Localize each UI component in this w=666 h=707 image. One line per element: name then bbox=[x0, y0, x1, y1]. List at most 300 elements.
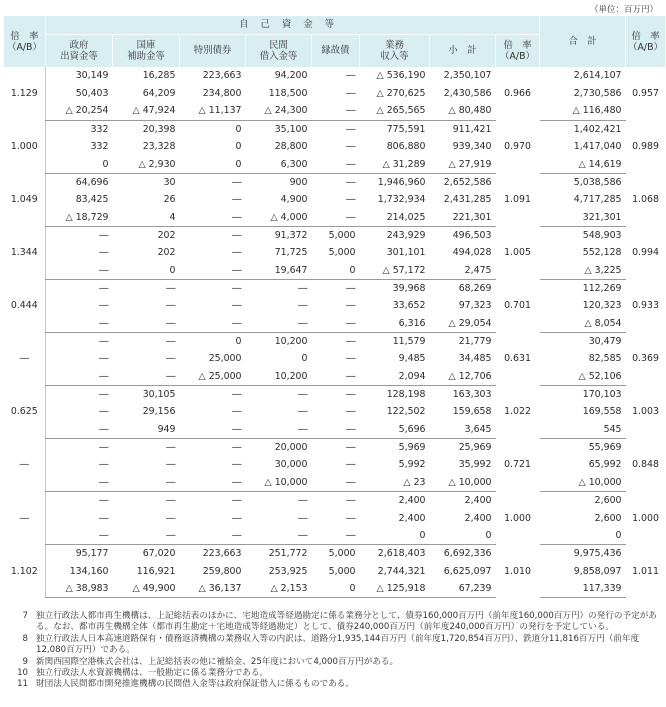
footnote-number: 7 bbox=[22, 611, 28, 621]
table-row bbox=[4, 120, 666, 138]
value-cell: 163,303 bbox=[452, 388, 492, 400]
value-cell: 5,000 bbox=[328, 565, 356, 577]
ratio-ab-cell: 1.102 bbox=[10, 565, 38, 577]
value-cell: 0 bbox=[312, 580, 360, 598]
header-national-subsidy-line: 国庫 bbox=[136, 39, 156, 51]
ratio-ab-cell: 1.000 bbox=[504, 512, 531, 524]
table-row bbox=[4, 315, 666, 333]
ratio-ab-cell: 0.966 bbox=[504, 88, 531, 100]
value-cell: ― bbox=[46, 403, 113, 421]
value-cell: 0 bbox=[235, 335, 242, 347]
value-cell: ― bbox=[232, 194, 242, 206]
value-cell: 806,880 bbox=[386, 141, 426, 153]
value-cell: 2,350,107 bbox=[443, 70, 492, 82]
value-cell: ― bbox=[232, 495, 242, 507]
value-cell: 30 bbox=[163, 176, 176, 188]
value-cell: ― bbox=[180, 262, 246, 280]
table-row bbox=[4, 403, 666, 421]
value-cell: 6,692,336 bbox=[443, 548, 492, 560]
ratio-ab-cell: 0.721 bbox=[504, 459, 531, 471]
value-cell: 4,900 bbox=[280, 194, 308, 206]
value-cell: △ 265,565 bbox=[360, 102, 430, 120]
value-cell: 496,503 bbox=[452, 229, 492, 241]
value-cell: ― bbox=[46, 315, 113, 333]
table-row bbox=[4, 385, 666, 403]
value-cell: 223,663 bbox=[202, 70, 242, 82]
value-cell: 64,696 bbox=[46, 173, 113, 191]
value-cell: 2,400 bbox=[464, 512, 492, 524]
value-cell: 10,200 bbox=[246, 368, 312, 386]
value-cell: ― bbox=[298, 388, 308, 400]
value-cell: △ 47,924 bbox=[113, 102, 180, 120]
table-row bbox=[4, 262, 666, 280]
value-cell: 34,485 bbox=[458, 353, 492, 365]
value-cell: ― bbox=[312, 527, 360, 545]
value-cell: ― bbox=[298, 406, 308, 418]
value-cell: △ 125,918 bbox=[360, 580, 430, 598]
header-ratio-2-line: 倍 率 bbox=[503, 39, 532, 51]
table-row bbox=[4, 562, 666, 580]
value-cell: 128,198 bbox=[386, 388, 426, 400]
value-cell: 1,732,934 bbox=[377, 194, 426, 206]
header-subtotal-line: 小 計 bbox=[448, 45, 477, 57]
value-cell: ― bbox=[298, 282, 308, 294]
value-cell: ― bbox=[346, 335, 356, 347]
value-cell: 6,625,097 bbox=[443, 565, 492, 577]
value-cell: ― bbox=[46, 456, 113, 474]
table-row bbox=[4, 67, 666, 85]
value-cell: 35,100 bbox=[274, 123, 308, 135]
header-ratio-2-line: （A/B） bbox=[500, 50, 535, 62]
total-cell: 2,600 bbox=[594, 495, 622, 507]
total-cell: △ 10,000 bbox=[540, 474, 626, 492]
value-cell: 19,647 bbox=[246, 262, 312, 280]
value-cell: 1,946,960 bbox=[377, 176, 426, 188]
header-special-bonds-line: 特別債券 bbox=[193, 45, 232, 57]
ratio-ab-cell: 0.848 bbox=[632, 459, 659, 471]
value-cell: ― bbox=[312, 315, 360, 333]
total-cell: 2,600 bbox=[594, 512, 622, 524]
value-cell: 67,239 bbox=[430, 580, 496, 598]
value-cell: ― bbox=[346, 388, 356, 400]
value-cell: ― bbox=[46, 492, 113, 510]
footnote bbox=[22, 656, 660, 668]
value-cell: 2,618,403 bbox=[377, 548, 426, 560]
footnote-text: 独立行政法人水資源機構は、一般勘定に係る業務分である。 bbox=[36, 668, 269, 679]
value-cell: △ 18,729 bbox=[46, 209, 113, 227]
table-row bbox=[4, 421, 666, 439]
ratio-ab-cell: 1.344 bbox=[10, 247, 38, 259]
header-business-income-line: 業務 bbox=[385, 39, 404, 51]
value-cell: ― bbox=[46, 527, 113, 545]
value-cell: 214,025 bbox=[360, 209, 430, 227]
total-cell: 1,402,421 bbox=[573, 123, 622, 135]
value-cell: 775,591 bbox=[386, 123, 426, 135]
value-cell: ― bbox=[346, 141, 356, 153]
value-cell: ― bbox=[246, 527, 312, 545]
total-cell: 552,128 bbox=[582, 247, 622, 259]
value-cell: ― bbox=[166, 300, 176, 312]
total-cell: 9,975,436 bbox=[573, 548, 622, 560]
value-cell: 911,421 bbox=[452, 123, 492, 135]
header-private-loans-line: 民間 bbox=[269, 39, 288, 51]
total-cell: 120,323 bbox=[582, 300, 622, 312]
value-cell: ― bbox=[232, 300, 242, 312]
total-cell: △ 8,054 bbox=[540, 315, 626, 333]
value-cell: ― bbox=[46, 368, 113, 386]
value-cell: 5,696 bbox=[360, 421, 430, 439]
header-private-loans bbox=[246, 34, 312, 67]
value-cell: 3,645 bbox=[430, 421, 496, 439]
value-cell: 97,323 bbox=[458, 300, 492, 312]
header-group: 自己資金等 bbox=[46, 16, 540, 34]
value-cell: 16,285 bbox=[142, 70, 176, 82]
header-business-income-line: 収入等 bbox=[380, 50, 409, 62]
value-cell: 116,921 bbox=[136, 565, 176, 577]
value-cell: 5,000 bbox=[328, 247, 356, 259]
value-cell: 202 bbox=[157, 229, 176, 241]
value-cell: 2,094 bbox=[360, 368, 430, 386]
table-row bbox=[4, 332, 666, 350]
footnote-text: 新関西国際空港株式会社は、上記総括表の他に補給金、25年度において4,000百万円がある。 bbox=[36, 656, 399, 667]
value-cell: ― bbox=[46, 509, 113, 527]
value-cell: △ 20,254 bbox=[46, 102, 113, 120]
value-cell: ― bbox=[346, 459, 356, 471]
ratio-ab-cell: 1.005 bbox=[504, 247, 531, 259]
ratio-ab-cell: 1.091 bbox=[504, 194, 531, 206]
value-cell: 35,992 bbox=[458, 459, 492, 471]
value-cell: 0 bbox=[180, 155, 246, 173]
value-cell: ― bbox=[180, 527, 246, 545]
value-cell: ― bbox=[46, 438, 113, 456]
value-cell: 20,000 bbox=[274, 442, 308, 454]
value-cell: ― bbox=[166, 282, 176, 294]
header-business-income bbox=[360, 34, 430, 67]
value-cell: 253,925 bbox=[268, 565, 308, 577]
value-cell: ― bbox=[298, 300, 308, 312]
header-special-bonds bbox=[180, 34, 246, 67]
value-cell: 4 bbox=[113, 209, 180, 227]
table-row bbox=[4, 138, 666, 156]
ratio-ab-cell: ― bbox=[19, 459, 29, 471]
header-gov-investment bbox=[46, 34, 113, 67]
footnote-number: 10 bbox=[17, 668, 28, 679]
value-cell: ― bbox=[312, 474, 360, 492]
total-cell: 2,730,586 bbox=[573, 88, 622, 100]
value-cell: 949 bbox=[113, 421, 180, 439]
value-cell: ― bbox=[180, 474, 246, 492]
total-cell: 1,417,040 bbox=[573, 141, 622, 153]
value-cell: 94,200 bbox=[274, 70, 308, 82]
value-cell: ― bbox=[166, 335, 176, 347]
total-cell: 5,038,586 bbox=[573, 176, 622, 188]
header-ratio-3-line: 倍 率 bbox=[631, 30, 660, 42]
value-cell: ― bbox=[46, 279, 113, 297]
value-cell: ― bbox=[232, 388, 242, 400]
value-cell: △ 4,000 bbox=[246, 209, 312, 227]
ratio-ab-cell: 0.701 bbox=[504, 300, 531, 312]
table-row bbox=[4, 545, 666, 563]
table-row bbox=[4, 279, 666, 297]
value-cell: 2,400 bbox=[464, 495, 492, 507]
ratio-ab-cell: 1.129 bbox=[10, 88, 38, 100]
value-cell: △ 536,190 bbox=[376, 70, 426, 82]
table-row bbox=[4, 527, 666, 545]
value-cell: 64,209 bbox=[142, 88, 176, 100]
value-cell: ― bbox=[232, 229, 242, 241]
unit-label: （単位：百万円） bbox=[589, 5, 658, 15]
ratio-ab-cell: 0.369 bbox=[632, 353, 659, 365]
value-cell: 33,652 bbox=[392, 300, 426, 312]
value-cell: △ 2,153 bbox=[246, 580, 312, 598]
header-ratio-1 bbox=[4, 16, 46, 67]
value-cell: ― bbox=[46, 385, 113, 403]
value-cell: △ 25,000 bbox=[180, 368, 246, 386]
value-cell: 5,969 bbox=[398, 442, 426, 454]
value-cell: ― bbox=[46, 297, 113, 315]
value-cell: ― bbox=[180, 315, 246, 333]
value-cell: ― bbox=[312, 155, 360, 173]
ratio-ab-cell: 1.068 bbox=[632, 194, 659, 206]
header-total bbox=[540, 16, 626, 67]
value-cell: ― bbox=[246, 421, 312, 439]
ratio-ab-cell: 1.010 bbox=[504, 565, 531, 577]
total-cell: 65,992 bbox=[588, 459, 622, 471]
total-cell: △ 52,106 bbox=[540, 368, 626, 386]
value-cell: ― bbox=[232, 459, 242, 471]
value-cell: 0 bbox=[46, 155, 113, 173]
value-cell: ― bbox=[166, 442, 176, 454]
value-cell: 134,160 bbox=[46, 562, 113, 580]
value-cell: 6,316 bbox=[360, 315, 430, 333]
table-row bbox=[4, 209, 666, 227]
finance-table bbox=[3, 16, 666, 598]
value-cell: 223,663 bbox=[202, 548, 242, 560]
value-cell: 50,403 bbox=[46, 85, 113, 103]
value-cell: 2,744,321 bbox=[377, 565, 426, 577]
value-cell: ― bbox=[113, 368, 180, 386]
table-row bbox=[4, 102, 666, 120]
total-cell: 55,969 bbox=[588, 442, 622, 454]
value-cell: 25,000 bbox=[208, 353, 242, 365]
total-cell: △ 3,225 bbox=[540, 262, 626, 280]
value-cell: ― bbox=[346, 123, 356, 135]
value-cell: 30,000 bbox=[274, 459, 308, 471]
value-cell: ― bbox=[232, 512, 242, 524]
header-ratio-1-line: 倍 率 bbox=[10, 30, 39, 42]
total-cell: 117,339 bbox=[540, 580, 626, 598]
value-cell: 5,000 bbox=[328, 548, 356, 560]
table-row bbox=[4, 438, 666, 456]
ratio-ab-cell: 1.000 bbox=[632, 512, 659, 524]
value-cell: △ 27,919 bbox=[430, 155, 496, 173]
footnote-number: 8 bbox=[22, 633, 28, 644]
header-gov-investment-line: 出資金等 bbox=[60, 50, 98, 62]
header-placement-bonds-line: 縁故債 bbox=[321, 45, 350, 57]
ratio-ab-cell: ― bbox=[19, 353, 29, 365]
value-cell: ― bbox=[166, 353, 176, 365]
value-cell: 0 bbox=[360, 527, 430, 545]
value-cell: 21,779 bbox=[458, 335, 492, 347]
value-cell: 332 bbox=[46, 120, 113, 138]
footnote bbox=[22, 611, 660, 634]
table-row bbox=[4, 492, 666, 510]
value-cell: 939,340 bbox=[452, 141, 492, 153]
value-cell: △ 38,983 bbox=[46, 580, 113, 598]
value-cell: 2,400 bbox=[398, 495, 426, 507]
value-cell: ― bbox=[46, 474, 113, 492]
total-cell: 4,717,285 bbox=[573, 194, 622, 206]
value-cell: ― bbox=[346, 88, 356, 100]
value-cell: 332 bbox=[46, 138, 113, 156]
value-cell: 234,800 bbox=[202, 88, 242, 100]
value-cell: 6,300 bbox=[246, 155, 312, 173]
header-gov-investment-line: 政府 bbox=[69, 39, 89, 51]
total-cell: 2,614,107 bbox=[573, 70, 622, 82]
header-subtotal bbox=[430, 34, 496, 67]
total-cell: 9,858,097 bbox=[573, 565, 622, 577]
value-cell: ― bbox=[312, 209, 360, 227]
value-cell: 83,425 bbox=[46, 191, 113, 209]
value-cell: △ 24,300 bbox=[246, 102, 312, 120]
footnotes bbox=[17, 611, 660, 691]
ratio-ab-cell: 1.011 bbox=[632, 565, 659, 577]
value-cell: ― bbox=[232, 282, 242, 294]
value-cell: ― bbox=[246, 315, 312, 333]
value-cell: ― bbox=[298, 512, 308, 524]
value-cell: ― bbox=[346, 512, 356, 524]
table-row bbox=[4, 297, 666, 315]
footnote-text: 独立行政法人都市再生機構は、上記総括表のほかに、宅地造成等経過勘定に係る業務分として、債券160,000百万円（前年度160,000百万円）の発行の予定がある。なお、都市再生機構全体（都市再生勘定＋宅地造成等経過勘定）として、債券240,000百万円（前年度240,000百万円）の発行を予定している。 bbox=[36, 611, 657, 633]
ratio-ab-cell: 0.989 bbox=[632, 141, 659, 153]
value-cell: ― bbox=[180, 421, 246, 439]
table-row bbox=[4, 191, 666, 209]
value-cell: ― bbox=[166, 495, 176, 507]
value-cell: ― bbox=[46, 226, 113, 244]
value-cell: ― bbox=[346, 353, 356, 365]
value-cell: 5,992 bbox=[398, 459, 426, 471]
total-cell: △ 116,480 bbox=[540, 102, 626, 120]
total-cell: 548,903 bbox=[582, 229, 622, 241]
value-cell: 122,502 bbox=[386, 406, 426, 418]
value-cell: 30,105 bbox=[142, 388, 176, 400]
value-cell: ― bbox=[232, 176, 242, 188]
header-national-subsidy bbox=[113, 34, 180, 67]
value-cell: 259,800 bbox=[202, 565, 242, 577]
value-cell: ― bbox=[113, 527, 180, 545]
header-ratio-3-line: （A/B） bbox=[628, 41, 663, 53]
total-cell: △ 14,619 bbox=[540, 155, 626, 173]
total-cell: 30,479 bbox=[588, 335, 622, 347]
header-ratio-3 bbox=[626, 16, 666, 67]
total-cell: 321,301 bbox=[540, 209, 626, 227]
value-cell: 39,968 bbox=[392, 282, 426, 294]
footnote bbox=[22, 633, 660, 657]
value-cell: 0 bbox=[235, 141, 242, 153]
table-row bbox=[4, 456, 666, 474]
value-cell: 68,269 bbox=[458, 282, 492, 294]
table-row bbox=[4, 509, 666, 527]
value-cell: 29,156 bbox=[142, 406, 176, 418]
footnote bbox=[17, 679, 660, 690]
value-cell: △ 57,172 bbox=[360, 262, 430, 280]
value-cell: 243,929 bbox=[386, 229, 426, 241]
value-cell: ― bbox=[46, 421, 113, 439]
footnote-text: 独立行政法人日本高速道路保有・債務返済機構の業務収入等の内訳は、道路分1,935,144百万円（前年度1,720,854百万円）、鉄道分11,816百万円（前年度12,080百万円）である。 bbox=[36, 633, 640, 656]
value-cell: △ 10,000 bbox=[430, 474, 496, 492]
value-cell: 900 bbox=[289, 176, 308, 188]
table-row bbox=[4, 368, 666, 386]
value-cell: ― bbox=[298, 495, 308, 507]
value-cell: 301,101 bbox=[386, 247, 426, 259]
value-cell: ― bbox=[232, 247, 242, 259]
ratio-ab-cell: 1.003 bbox=[632, 406, 659, 418]
ratio-ab-cell: 0.625 bbox=[10, 406, 38, 418]
value-cell: △ 10,000 bbox=[246, 474, 312, 492]
value-cell: ― bbox=[346, 176, 356, 188]
total-cell: 169,558 bbox=[582, 406, 622, 418]
ratio-ab-cell: 1.000 bbox=[10, 141, 38, 153]
value-cell: ― bbox=[346, 495, 356, 507]
value-cell: ― bbox=[46, 262, 113, 280]
value-cell: 202 bbox=[157, 247, 176, 259]
value-cell: 28,800 bbox=[274, 141, 308, 153]
table-row bbox=[4, 226, 666, 244]
value-cell: 23,328 bbox=[142, 141, 176, 153]
footnote-text: 財団法人民間都市開発推進機構の民間借入金等は政府保証借入に係るものである。 bbox=[36, 679, 354, 690]
value-cell: ― bbox=[346, 194, 356, 206]
table-row bbox=[4, 474, 666, 492]
value-cell: 20,398 bbox=[142, 123, 176, 135]
value-cell: △ 29,054 bbox=[430, 315, 496, 333]
ratio-ab-cell: 0.970 bbox=[504, 141, 531, 153]
value-cell: 2,400 bbox=[398, 512, 426, 524]
value-cell: 221,301 bbox=[430, 209, 496, 227]
total-cell: 545 bbox=[540, 421, 626, 439]
value-cell: ― bbox=[180, 209, 246, 227]
value-cell: 26 bbox=[163, 194, 176, 206]
value-cell: ― bbox=[232, 442, 242, 454]
ratio-ab-cell: 1.049 bbox=[10, 194, 38, 206]
value-cell: 95,177 bbox=[46, 545, 113, 563]
value-cell: 2,475 bbox=[430, 262, 496, 280]
value-cell: △ 12,706 bbox=[430, 368, 496, 386]
value-cell: 5,000 bbox=[328, 229, 356, 241]
value-cell: 159,658 bbox=[452, 406, 492, 418]
value-cell: 0 bbox=[312, 262, 360, 280]
value-cell: 91,372 bbox=[274, 229, 308, 241]
header-total-line: 合 計 bbox=[568, 36, 597, 47]
value-cell: ― bbox=[346, 406, 356, 418]
value-cell: 30,149 bbox=[46, 67, 113, 85]
value-cell: 494,028 bbox=[452, 247, 492, 259]
value-cell: ― bbox=[312, 102, 360, 120]
total-cell: 170,103 bbox=[582, 388, 622, 400]
value-cell: 0 bbox=[301, 353, 308, 365]
value-cell: 0 bbox=[235, 123, 242, 135]
value-cell: ― bbox=[46, 332, 113, 350]
ratio-ab-cell: 0.994 bbox=[632, 247, 659, 259]
value-cell: ― bbox=[232, 406, 242, 418]
value-cell: ― bbox=[46, 350, 113, 368]
value-cell: 71,725 bbox=[274, 247, 308, 259]
value-cell: 9,485 bbox=[398, 353, 426, 365]
value-cell: △ 23 bbox=[360, 474, 430, 492]
value-cell: ― bbox=[166, 459, 176, 471]
value-cell: 2,652,586 bbox=[443, 176, 492, 188]
value-cell: 67,020 bbox=[142, 548, 176, 560]
ratio-ab-cell: ― bbox=[19, 512, 29, 524]
